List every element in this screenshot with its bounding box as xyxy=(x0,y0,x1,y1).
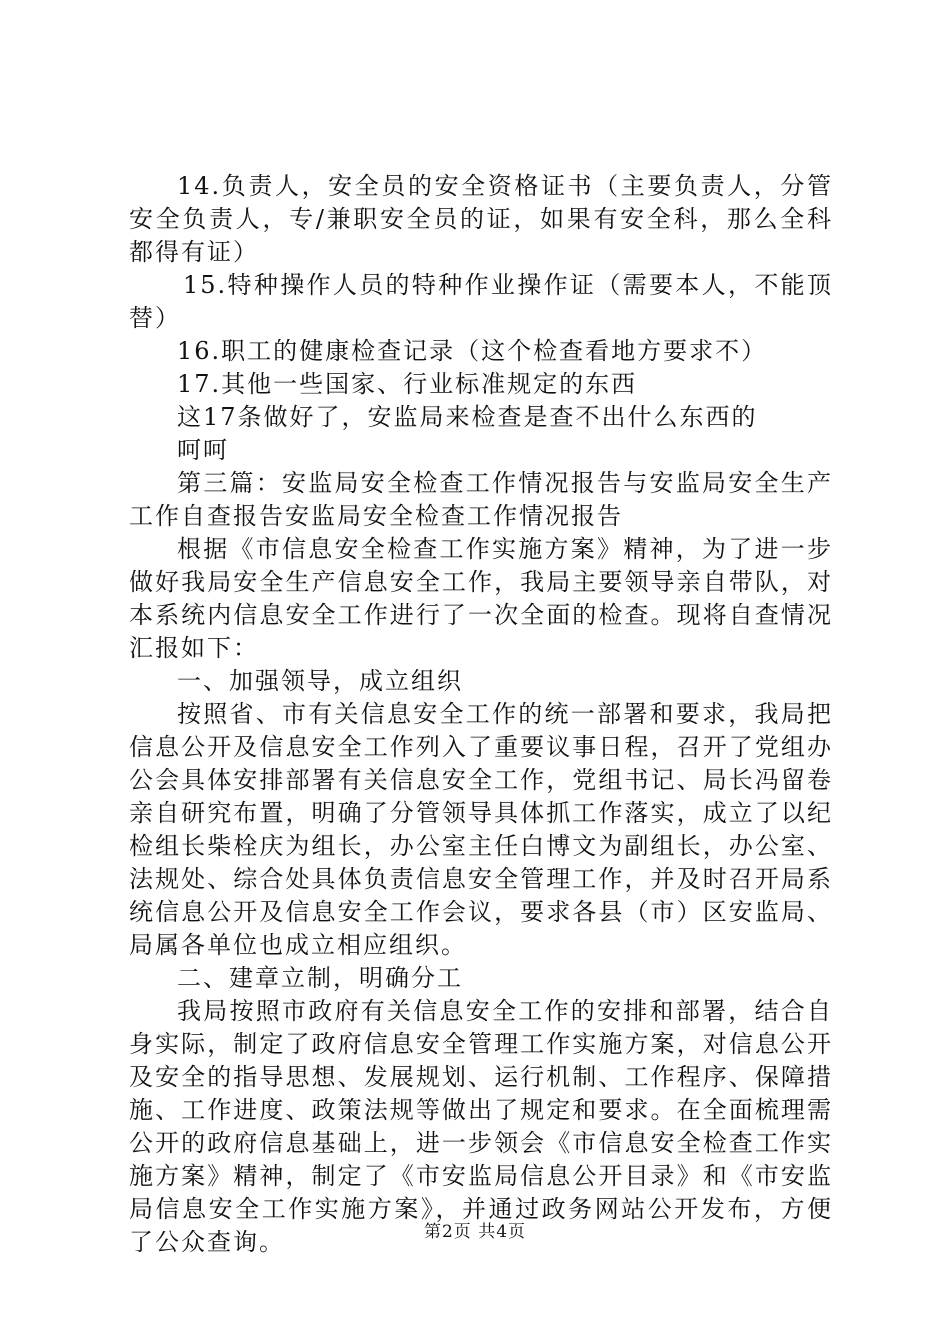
paragraph-item-16: 16.职工的健康检查记录（这个检查看地方要求不） xyxy=(177,337,768,365)
section-heading-one: 一、加强领导，成立组织 xyxy=(177,667,463,695)
section-heading-two: 二、建章立制，明确分工 xyxy=(177,964,463,992)
paragraph-item-17: 17.其他一些国家、行业标准规定的东西 xyxy=(177,370,638,398)
paragraph-remark: 呵呵 xyxy=(177,436,229,464)
paragraph-item-15: 15.特种操作人员的特种作业操作证（需要本人，不能顶替） xyxy=(129,271,833,332)
paragraph-intro: 根据《市信息安全检查工作实施方案》精神，为了进一步做好我局安全生产信息安全工作，我局主要领导亲自带队，对本系统内信息安全工作进行了一次全面的检查。现将自查情况汇报如下： xyxy=(129,535,833,662)
paragraph-section-one: 按照省、市有关信息安全工作的统一部署和要求，我局把信息公开及信息安全工作列入了重要议事日程，召开了党组办公会具体安排部署有关信息安全工作，党组书记、局长冯留卷亲自研究布置，明确了分管领导具体抓工作落实，成立了以纪检组长柴栓庆为组长，办公室主任白博文为副组长，办公室、法规处、综合处具体负责信息安全管理工作，并及时召开局系统信息公开及信息安全工作会议，要求各县（市）区安监局、局属各单位也成立相应组织。 xyxy=(129,700,833,959)
paragraph-section-two: 我局按照市政府有关信息安全工作的安排和部署，结合自身实际，制定了政府信息安全管理工作实施方案，对信息公开及安全的指导思想、发展规划、运行机制、工作程序、保障措施、工作进度、政策法规等做出了规定和要求。在全面梳理需公开的政府信息基础上，进一步领会《市信息安全检查工作实施方案》精神，制定了《市安监局信息公开目录》和《市安监局信息安全工作实施方案》，并通过政务网站公开发布，方便了公众查询。 xyxy=(129,997,833,1256)
document-body xyxy=(129,170,833,1259)
paragraph-summary: 这17条做好了，安监局来检查是查不出什么东西的 xyxy=(177,403,758,431)
section-heading-part-three: 第三篇：安监局安全检查工作情况报告与安监局安全生产工作自查报告安监局安全检查工作情况报告 xyxy=(129,469,833,530)
page-number: 第2页 共4页 xyxy=(423,1222,527,1242)
paragraph-item-14: 14.负责人，安全员的安全资格证书（主要负责人，分管安全负责人，专/兼职安全员的证，如果有安全科，那么全科都得有证） xyxy=(129,172,833,266)
